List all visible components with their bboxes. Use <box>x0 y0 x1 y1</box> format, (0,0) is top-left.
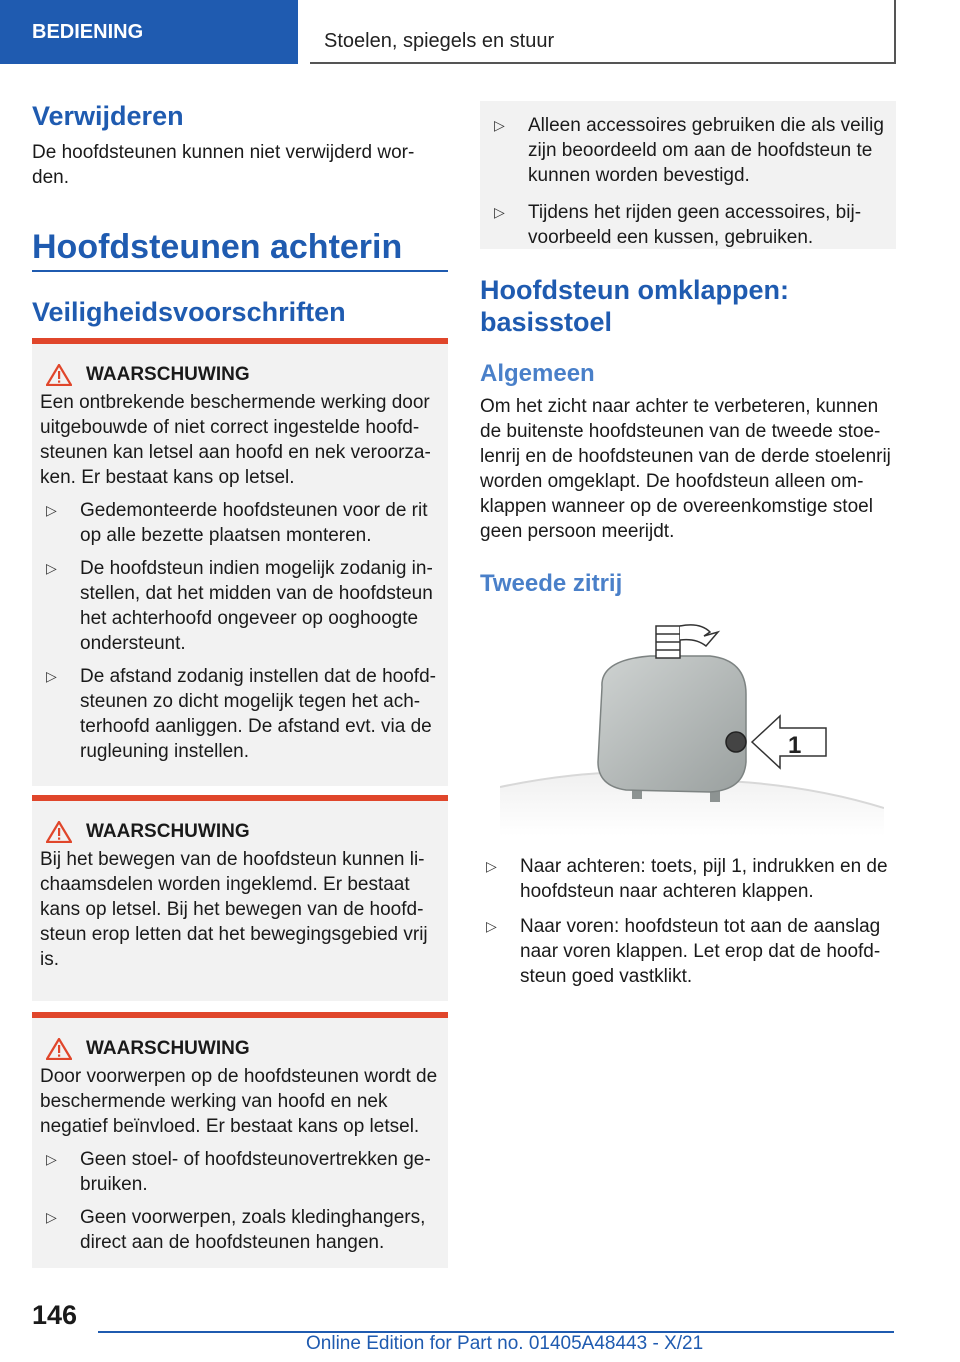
list-item <box>40 1205 438 1255</box>
heading-hoofdsteun-omklappen: Hoofdsteun omklappen: basisstoel <box>480 275 789 337</box>
paragraph-verwijderen: De hoofdsteunen kunnen niet verwijderd wor-den. <box>32 142 415 188</box>
list-item-text: Naar voren: hoofdsteun tot aan de aanslag naar voren klappen. Let erop dat de hoofd-steun goed vastklikt. <box>520 916 881 987</box>
operation-list <box>480 846 896 989</box>
list-item <box>488 200 886 250</box>
warning-triangle-icon <box>46 364 72 386</box>
chapter-title: Stoelen, spiegels en stuur <box>310 0 896 64</box>
list-item <box>488 113 886 188</box>
bullet-triangle-icon: ▷ <box>46 1151 57 1167</box>
warning-title-text: WAARSCHUWING <box>86 1038 250 1059</box>
warning-triangle-icon <box>46 1038 72 1060</box>
bullet-triangle-icon: ▷ <box>494 117 505 133</box>
heading-algemeen: Algemeen <box>480 360 595 387</box>
figure-callout-label: 1 <box>788 732 802 759</box>
section-tab: BEDIENING <box>0 0 298 64</box>
heading-veiligheidsvoorschriften: Veiligheidsvoorschriften <box>32 297 346 327</box>
list-item-text: Naar achteren: toets, pijl 1, indrukken en de hoofdsteun naar achteren klappen. <box>520 856 888 902</box>
headrest-illustration <box>500 612 884 836</box>
list-item <box>480 914 896 989</box>
bullet-triangle-icon: ▷ <box>46 1209 57 1225</box>
list-item-text: De hoofdsteun indien mogelijk zodanig in-stellen, dat het midden van de hoofdsteun het achterhoofd ongeveer op ooghoogte ondersteunt. <box>80 558 433 654</box>
list-item-text: Tijdens het rijden geen accessoires, bij-voorbeeld een kussen, gebruiken. <box>528 202 862 248</box>
bullet-triangle-icon: ▷ <box>46 668 57 684</box>
warning-box-3 <box>32 1012 448 1268</box>
bullet-triangle-icon: ▷ <box>46 502 57 518</box>
warning-text: Bij het bewegen van de hoofdsteun kunnen li-chaamsdelen worden ingeklemd. Er bestaat kans op letsel. Bij het bewegen van de hoofd-steun erop letten dat het bewegingsgebied vrij is. <box>40 849 428 970</box>
warning-box-1 <box>32 338 448 786</box>
page-number: 146 <box>32 1300 78 1330</box>
heading-divider <box>32 270 448 272</box>
list-item <box>40 1147 438 1197</box>
heading-tweede-zitrij: Tweede zitrij <box>480 570 623 597</box>
list-item-text: De afstand zodanig instellen dat de hoofd-steunen zo dicht mogelijk tegen het ach-terhoofd aanliggen. De afstand evt. via de rugleuning instellen. <box>80 666 436 762</box>
warning-box-2 <box>32 795 448 1001</box>
list-item <box>40 498 438 548</box>
list-item <box>40 664 438 764</box>
warning-text: Een ontbrekende beschermende werking door uitgebouwde of niet correct ingestelde hoofd-steunen kan letsel aan hoofd en nek veroorza-ken. Er bestaat kans op letsel. <box>40 392 431 488</box>
warning-text: Door voorwerpen op de hoofdsteunen wordt de beschermende werking van hoofd en nek negatief beïnvloed. Er bestaat kans op letsel. <box>40 1066 438 1137</box>
list-item-text: Gedemonteerde hoofdsteunen voor de rit op alle bezette plaatsen monteren. <box>80 500 428 546</box>
list-item <box>40 556 438 656</box>
paragraph-algemeen: Om het zicht naar achter te verbeteren, kunnen de buitenste hoofdsteunen van de tweede stoe-lenrij en de hoofdsteunen van de derde stoelenrij worden omgeklapt. De hoofdsteun alleen om-klappen wanneer op de overeenkomstige stoel geen persoon meerijdt. <box>480 396 891 542</box>
warning-triangle-icon <box>46 821 72 843</box>
list-item-text: Alleen accessoires gebruiken die als veilig zijn beoordeeld om aan de hoofdsteun te kunnen worden bevestigd. <box>528 115 884 186</box>
edition-info: Online Edition for Part no. 01405A48443 - X/21 <box>306 1333 704 1354</box>
bullet-triangle-icon: ▷ <box>486 918 497 934</box>
warning-title-text: WAARSCHUWING <box>86 364 250 385</box>
bullet-triangle-icon: ▷ <box>46 560 57 576</box>
warning-title <box>40 364 438 386</box>
warning-title <box>40 1038 438 1060</box>
info-box <box>480 101 896 249</box>
list-item-text: Geen voorwerpen, zoals kledinghangers, direct aan de hoofdsteunen hangen. <box>80 1207 426 1253</box>
heading-hoofdsteunen-achterin: Hoofdsteunen achterin <box>32 228 403 266</box>
list-item-text: Geen stoel- of hoofdsteunovertrekken ge-bruiken. <box>80 1149 431 1195</box>
list-item <box>480 854 896 904</box>
heading-verwijderen: Verwijderen <box>32 101 184 131</box>
warning-title-text: WAARSCHUWING <box>86 821 250 842</box>
bullet-triangle-icon: ▷ <box>494 204 505 220</box>
bullet-triangle-icon: ▷ <box>486 858 497 874</box>
warning-title <box>40 821 438 843</box>
